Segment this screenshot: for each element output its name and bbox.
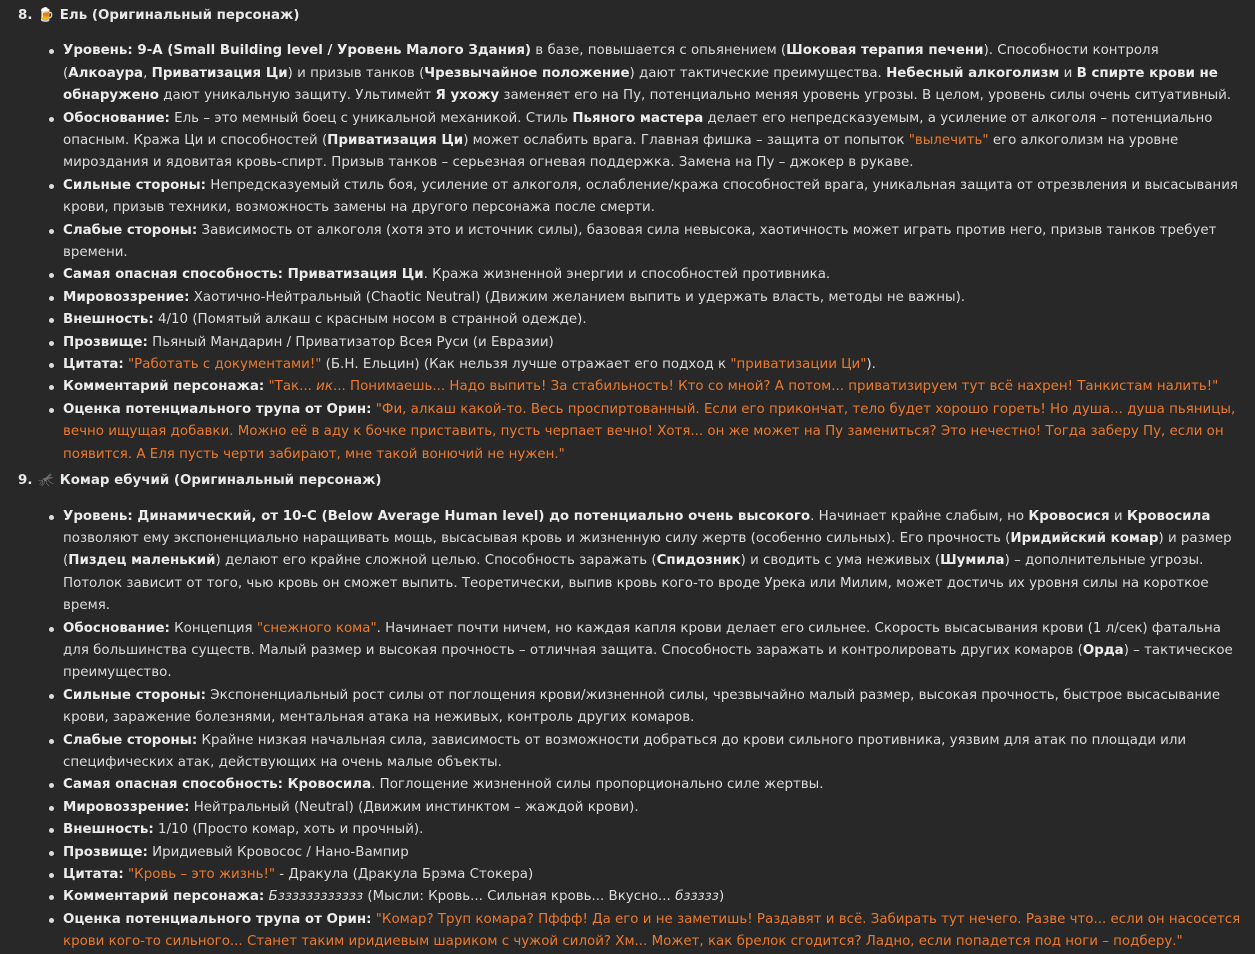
ability-name: Иридийский комар (1010, 530, 1159, 546)
text: делает его непредсказуемым, а усиление от алкоголя – потенциально опасным. Кража Ци и способностей ( (63, 110, 1213, 149)
ability-name: Я ухожу (435, 88, 500, 104)
item-label: Мировоззрение: (63, 799, 190, 815)
quoted-text: ... Понимаешь... Надо выпить! За стабильность! Кто со мной? А потом... приватизируем тут всё нахрен! Танкистам налить!" (332, 379, 1219, 395)
ability-name: Пьяного мастера (572, 110, 704, 126)
text: Хаотично-Нейтральный (Chaotic Neutral) (Движим желанием выпить и удержать власть, методы не важны). (189, 289, 966, 305)
text: 4/10 (Помятый алкаш с красным носом в странной одежде). (153, 312, 587, 328)
list-item-alignment (63, 287, 1243, 309)
text: позволяют ему экспоненциально наращивать мощь, высасывая кровь и жизненную силу жертв (особенно сильных). Его прочность ( (63, 530, 1011, 546)
item-label: Самая опасная способность: Приватизация Ци (63, 267, 424, 283)
list-item-strengths (63, 175, 1243, 220)
item-label: Оценка потенциального трупа от Орин: (63, 911, 372, 927)
text: дают уникальную защиту. Ультимейт (159, 88, 436, 104)
entry-number: 8. (18, 8, 33, 23)
item-label: Уровень: 9-A (Small Building level / Уровень Малого Здания) (63, 43, 532, 59)
ability-name: Кровосила (1126, 508, 1211, 524)
text: заменяет его на Пу, потенциально меняя уровень угрозы. В целом, уровень силы очень ситуативный. (499, 88, 1232, 104)
item-label: Слабые стороны: (63, 732, 198, 748)
text: Крайне низкая начальная сила, зависимость от возможности добраться до крови сильного противника, уязвим для атак по площади или специфических атак, действующих на очень малые объекты. (63, 732, 1187, 770)
text: ) дают тактические преимущества. (629, 65, 887, 81)
mosquito-icon: 🦟 (37, 473, 55, 489)
quoted-text: "Фи, алкаш какой-то. Весь проспиртованный. Если его прикончат, тело будет хорошо гореть! Но душа... душа пьяницы, вечно ищущая добавки. Можно её в аду к бочке приставить, пусть черпает вечно! Хотя... он же может на Пу замениться? Это нечестно! Тогда заберу Пу, если он появится. А Еля пусть черти забирают, мне такой вонючий не нужен." (63, 401, 1236, 462)
text: Ель – это мемный боец с уникальной механикой. Стиль (169, 110, 573, 126)
ability-name: Спидозник (656, 553, 741, 569)
item-label: Слабые стороны: (63, 222, 198, 238)
ability-name: Шумила (940, 553, 1005, 569)
text: ) – тактическое преимущество. (63, 642, 1233, 681)
item-label: Прозвище: (63, 844, 148, 860)
quoted-text: "Комар? Труп комара? Пффф! Да его и не заметишь! Раздавят и всё. Забирать тут нечего. Разве что... если он насосется крови кого-то сильного... Станет таким иридиевым шариком с чужой силой? Хм... Может, как брелок сгодится? Ладно, если попадется под ноги – подберу." (63, 911, 1241, 950)
entry-heading (18, 470, 1243, 492)
text: ) – дополнительные угрозы. Потолок зависит от того, чью кровь он сможет выпить. Теоретически, выпив кровь кого-то вроде Урека или Милим, может достичь их уровня силы на короткое время. (63, 553, 1209, 614)
list-item-level (63, 506, 1243, 618)
text: Непредсказуемый стиль боя, усиление от алкоголя, ослабление/кража способностей врага, уникальная защита от отрезвления и высасывания крови, призыв техники, возможность замены на другого персонажа после смерти. (63, 177, 1238, 216)
list-item-weaknesses (63, 220, 1243, 265)
text: и (1109, 508, 1127, 524)
item-label: Комментарий персонажа: (63, 379, 265, 395)
entry-title: Комар ебучий (Оригинальный персонаж) (59, 473, 382, 489)
quoted-text: ик (316, 379, 333, 395)
list-item-weaknesses (63, 730, 1243, 775)
entry-title: Ель (Оригинальный персонаж) (59, 8, 300, 23)
text: ) может ослабить врага. Главная фишка – защита от попыток (463, 133, 909, 149)
text: . Начинает крайне слабым, но (810, 508, 1029, 524)
text: (Б.Н. Ельцин) (Как нельзя лучше отражает его подход к (321, 357, 731, 373)
text: Пьяный Мандарин / Приватизатор Всея Руси (и Евразии) (147, 334, 554, 350)
item-label: Уровень: Динамический, от 10-C (Below Average Human level) до потенциально очень высокого (63, 508, 811, 524)
text: 1/10 (Просто комар, хоть и прочный). (153, 822, 424, 838)
italic-text: Бзззззззззззз (264, 889, 364, 905)
text: , (143, 65, 152, 81)
list-item-dangerous-ability (63, 774, 1243, 796)
list-item-level (63, 40, 1243, 107)
item-label: Внешность: (63, 312, 154, 328)
text: ). (866, 357, 876, 373)
item-label: Цитата: (63, 867, 124, 882)
item-label: Обоснование: (63, 620, 170, 636)
ability-name: Пиздец маленький (68, 553, 216, 569)
list-item-strengths (63, 685, 1243, 730)
entry-heading (18, 5, 1243, 27)
list-item-orin-rating (63, 909, 1243, 954)
text: и (1059, 65, 1077, 81)
quoted-text: "снежного кома" (256, 620, 377, 636)
ability-name: Чрезвычайное положение (424, 65, 630, 81)
text: Нейтральный (Neutral) (Движим инстинктом – жаждой крови). (189, 799, 639, 815)
list-item-nickname (63, 842, 1243, 864)
list-item-reason (63, 618, 1243, 685)
text: ). Способности контроля ( (63, 43, 1159, 81)
list-item-orin-rating (63, 399, 1243, 466)
italic-text: бззззз (675, 889, 719, 905)
list-item-comment (63, 886, 1243, 908)
list-item-alignment (63, 797, 1243, 819)
beer-icon: 🍺 (37, 8, 55, 23)
text: ) делают его крайне сложной целью. Способность заражать ( (215, 553, 657, 569)
ability-name: Кровосися (1028, 508, 1110, 524)
list-item-looks (63, 819, 1243, 841)
text: ) и призыв танков ( (287, 65, 425, 81)
ability-name: Алкоаура (68, 65, 144, 81)
text: ) и размер ( (63, 530, 1232, 569)
ability-name: Орда (1082, 642, 1124, 658)
text: Зависимость от алкоголя (хотя это и источник силы), базовая сила невысока, хаотичность может играть против него, призыв танков требует времени. (63, 222, 1217, 261)
quoted-text: "Кровь – это жизнь!" (123, 867, 276, 882)
text: . Начинает почти ничем, но каждая капля крови делает его сильнее. Скорость высасывания крови (1 л/сек) фатальна для большинства существ. Малый размер и высокая прочность – отличная защита. Способность заражать и контролировать других комаров ( (63, 620, 1221, 658)
text: ) и сводить с ума неживых ( (740, 553, 941, 569)
quoted-text: "Так... (264, 379, 317, 395)
quoted-text: "приватизации Ци" (730, 357, 867, 373)
list-item-dangerous-ability (63, 264, 1243, 286)
ability-name: В спирте крови не обнаружено (63, 65, 1218, 104)
ability-name: Небесный алкоголизм (886, 65, 1060, 81)
text: . Поглощение жизненной силы пропорционально силе жертвы. (371, 777, 824, 793)
text: . Кража жизненной энергии и способностей противника. (423, 267, 831, 283)
text: Иридиевый Кровосос / Нано-Вампир (147, 844, 409, 860)
text: (Мысли: Кровь... Сильная кровь... Вкусно... (363, 889, 676, 905)
ability-name: Приватизация Ци (327, 133, 464, 149)
text: ) (718, 889, 725, 905)
item-label: Прозвище: (63, 334, 148, 350)
text: его алкоголизм на уровне мироздания и ядовитая кровь-спирт. Призыв танков – серьезная огневая поддержка. Замена на Пу – джокер в рукаве. (63, 133, 1179, 171)
item-label: Оценка потенциального трупа от Орин: (63, 401, 372, 417)
text: в базе, повышается с опьянением ( (531, 43, 787, 59)
quoted-text: "Работать с документами!" (123, 357, 322, 373)
item-label: Сильные стороны: (63, 687, 206, 703)
item-label: Самая опасная способность: Кровосила (63, 777, 372, 793)
entry-details (18, 506, 1243, 954)
list-item-looks (63, 309, 1243, 331)
list-item-comment (63, 376, 1243, 398)
entry-number: 9. (18, 473, 33, 489)
text: Концепция (169, 620, 257, 636)
item-label: Мировоззрение: (63, 289, 190, 305)
list-item-nickname (63, 332, 1243, 354)
item-label: Цитата: (63, 357, 124, 373)
text: - Дракула (Дракула Брэма Стокера) (275, 867, 534, 882)
text: Экспоненциальный рост силы от поглощения крови/жизненной силы, чрезвычайно малый размер, высокая прочность, быстрое высасывание крови, заражение болезнями, ментальная атака на неживых, контроль других комаров. (63, 687, 1221, 726)
ability-name: Приватизация Ци (151, 65, 288, 81)
entry-details (18, 40, 1243, 466)
ability-name: Шоковая терапия печени (786, 43, 984, 59)
quoted-text: "вылечить" (908, 133, 989, 149)
list-item-quote (63, 354, 1243, 376)
list-item-reason (63, 108, 1243, 175)
item-label: Комментарий персонажа: (63, 889, 265, 905)
list-item-quote (63, 864, 1243, 886)
item-label: Обоснование: (63, 110, 170, 126)
item-label: Сильные стороны: (63, 177, 206, 193)
item-label: Внешность: (63, 822, 154, 838)
